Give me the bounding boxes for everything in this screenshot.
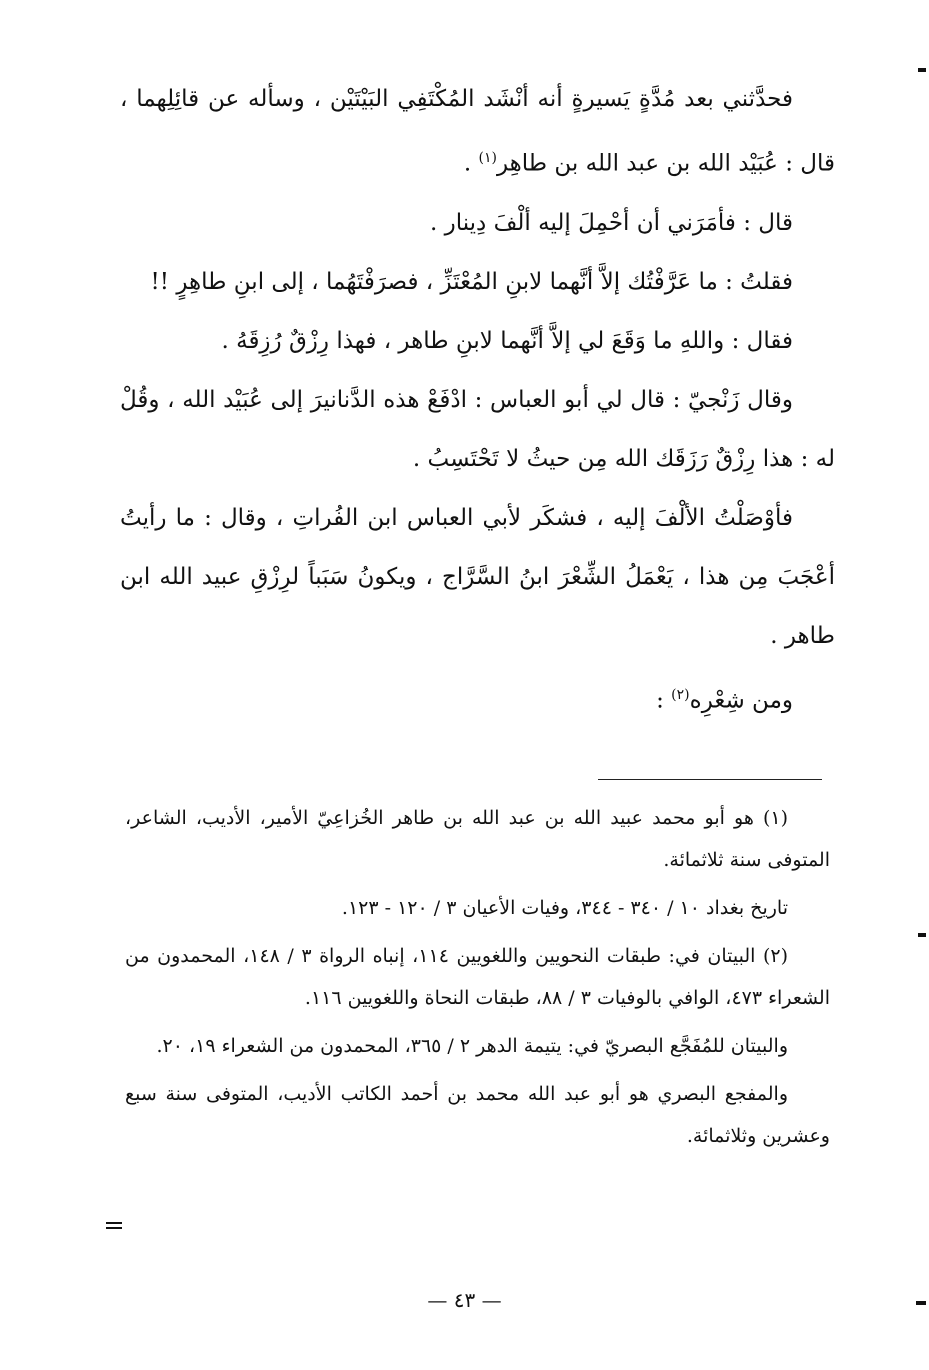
page-number: — ٤٣ — (427, 1288, 502, 1312)
footnote-ref-2: (٢) (671, 686, 690, 703)
paragraph-1 (120, 70, 835, 194)
margin-mark-top (918, 68, 926, 72)
paragraph-3: فقلتُ : ما عَرَّفْتُك إلاَّ أنَّهما لابنِ المُعْتَزِّ ، فصرَفْتَهُما ، إلى ابنِ طاهِرٍ !! (150, 268, 793, 295)
paragraph-2: قال : فأمَرَني أن أحْمِلَ إليه ألْفَ دِينار . (429, 209, 793, 236)
margin-mark-middle (918, 933, 926, 937)
paragraph-1-text: فحدَّثني بعد مُدَّةٍ يَسيرةٍ أنه أنْشَد المُكْتَفِي البَيْتَيْن ، وسأله عن قائِلِهما ، قال : عُبَيْد الله بن عبد الله بن طاهِر (120, 86, 835, 177)
footnote-2-bio: والمفجع البصري هو أبو عبد الله محمد بن أحمد الكاتب الأديب، المتوفى سنة سبع وعشرين وثلاثمائة. (125, 1083, 830, 1147)
paragraph-5: وقال زَنْجيّ : قال لي أبو العباس : ادْفَعْ هذه الدَّنانيرَ إلى عُبَيْد الله ، وقُلْ له : هذا رِزْقٌ رَزَقَك الله مِن حيثُ لا تَحْتَسِبُ . (120, 386, 835, 472)
margin-mark-left-1 (106, 1222, 122, 1224)
main-text (120, 70, 835, 730)
paragraph-7-end: : (656, 687, 672, 714)
footnote-1-sources: تاريخ بغداد ١٠ / ٣٤٠ - ٣٤٤، وفيات الأعيان ٣ / ١٢٠ - ١٢٣. (341, 897, 788, 919)
footnote-ref-1: (١) (478, 150, 497, 166)
footnote-divider (598, 779, 822, 780)
paragraph-6: فأوْصَلْتُ الألْفَ إليه ، فشكَر لأبي العباس ابن الفُراتِ ، وقال : ما رأيتُ أعْجَبَ مِن هذا ، يَعْمَلُ الشِّعْرَ ابنُ السَّرَّاج ، ويكونُ سَبَباً لرِزْقِ عبيد الله ابن طاهر . (120, 504, 835, 649)
paragraph-7-text: ومن شِعْرِه (689, 687, 793, 714)
paragraph-4: فقال : واللهِ ما وَقَعَ لي إلاَّ أنَّهما لابنِ طاهر ، فهذا رِزْقٌ رُزِقَهُ . (221, 327, 793, 354)
margin-mark-bottom (916, 1301, 926, 1305)
footnote-2: (٢) البيتان في: طبقات النحويين واللغويين ١١٤، إنباه الرواة ٣ / ١٤٨، المحمدون من الشعراء ٤٧٣، الوافي بالوفيات ٣ / ٨٨، طبقات النحاة واللغويين ١١٦. (125, 945, 830, 1009)
margin-mark-left-2 (106, 1227, 122, 1229)
paragraph-7 (120, 666, 835, 731)
footnote-2-sources: والبيتان للمُفَجَّع البصريّ في: يتيمة الدهر ٢ / ٣٦٥، المحمدون من الشعراء ١٩، ٢٠. (156, 1035, 788, 1057)
footnotes (125, 797, 830, 1157)
paragraph-1-end: . (463, 150, 479, 177)
footnote-1: (١) هو أبو محمد عبيد الله بن عبد الله بن طاهر الخُزاعِيّ الأمير، الأديب، الشاعر، المتوفى سنة ثلاثمائة. (125, 807, 830, 871)
